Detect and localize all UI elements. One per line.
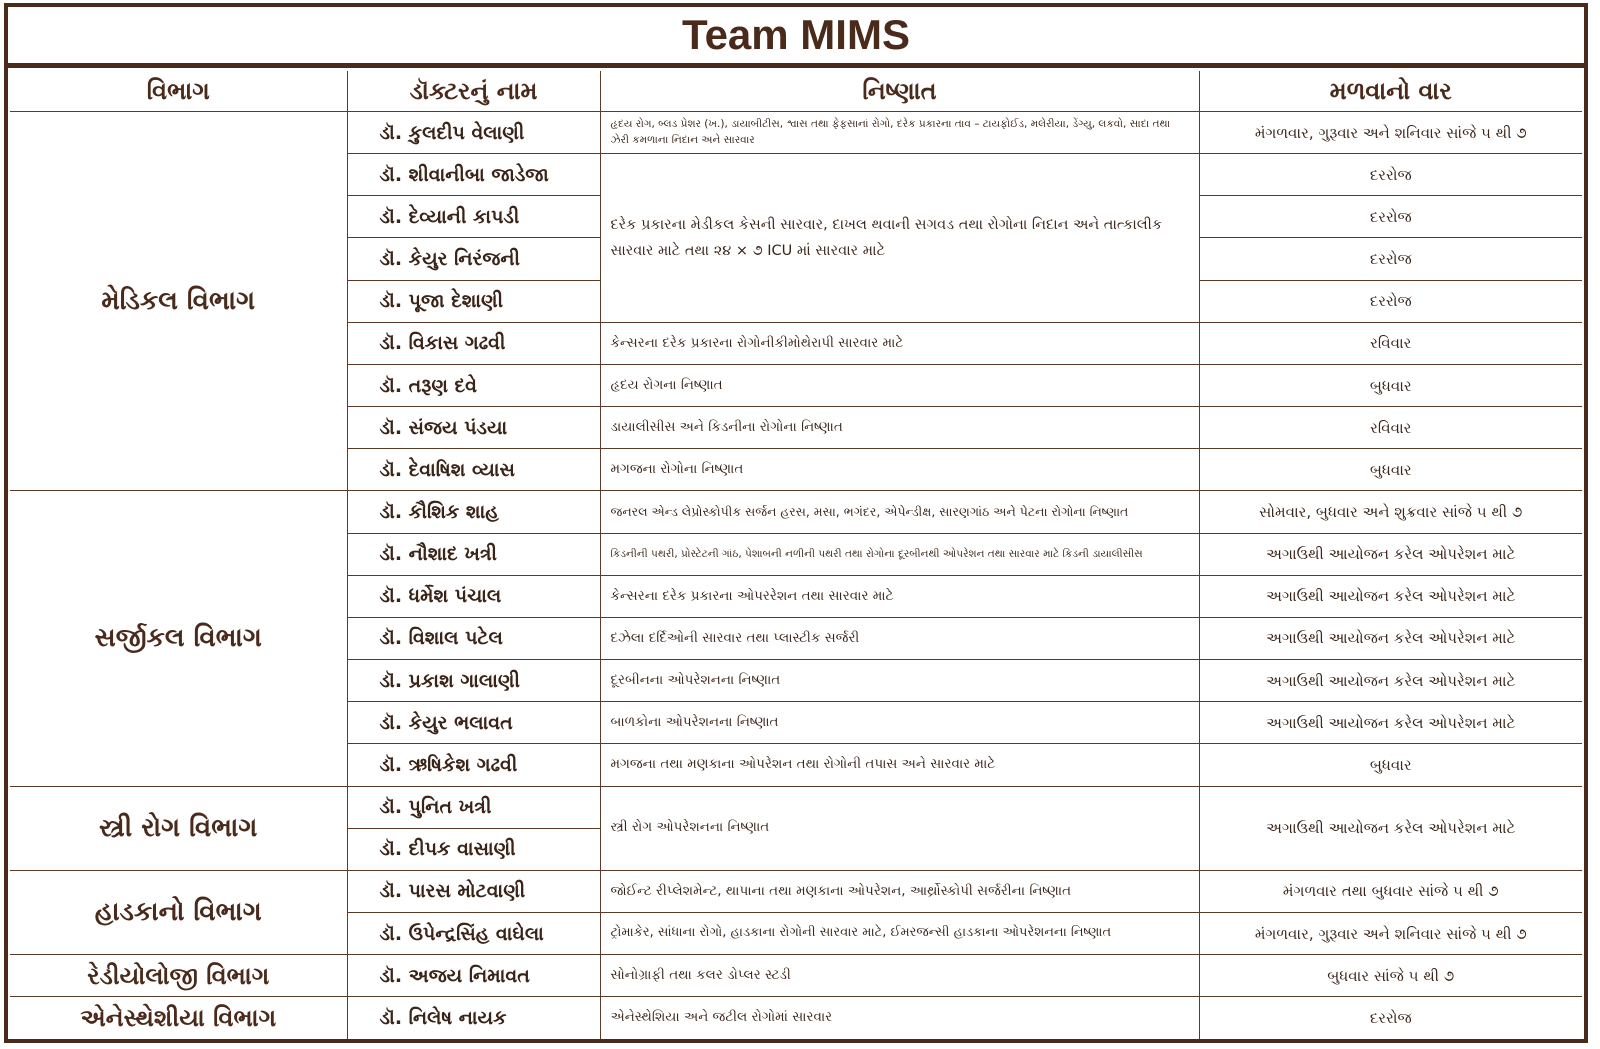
doctor-name: ડૉ. વિશાલ પટેલ <box>347 617 600 659</box>
table-row <box>10 955 1582 997</box>
specialty-text: કિડનીની પથરી, પ્રોસ્ટેટની ગાંઠ, પેશાબની નળીની પથરી તથા રોગોના દૂરબીનથી ઓપરેશન તથા સારવાર માટે કિડની ડાયાલીસીસ <box>600 533 1199 575</box>
department-ortho: હાડકાનો વિભાગ <box>10 870 347 954</box>
schedule-text: દરરોજ <box>1199 997 1582 1039</box>
poster-title: Team MIMS <box>682 11 910 58</box>
specialty-text: કેન્સરના દરેક પ્રકારના ઓપરરેશન તથા સારવાર માટે <box>600 575 1199 617</box>
table-row <box>10 491 1582 533</box>
specialty-text: દૂરબીનના ઓપરેશનના નિષ્ણાત <box>600 660 1199 702</box>
department-anaesthesia: એનેસ્થેશીયા વિભાગ <box>10 997 347 1039</box>
doctor-name: ડૉ. વિકાસ ગઢવી <box>347 322 600 364</box>
specialty-text: દરેક પ્રકારના મેડીકલ કેસની સારવાર, દાખલ થવાની સગવડ તથા રોગોના નિદાન અને તાત્કાલીક સારવાર માટે તથા ૨૪ × ૭ ICU માં સારવાર માટે <box>600 154 1199 323</box>
doctor-name: ડૉ. સંજય પંડયા <box>347 407 600 449</box>
specialty-text: ટ્રોમાકેર, સાંધાના રોગો, હાડકાના રોગોની સારવાર માટે, ઈમરજન્સી હાડકાના ઓપરેશનના નિષ્ણાત <box>600 912 1199 954</box>
doctor-name: ડૉ. અજય નિમાવત <box>347 955 600 997</box>
schedule-text: રવિવાર <box>1199 407 1582 449</box>
table-header-row <box>10 71 1582 112</box>
schedule-text: અગાઉથી આયોજન કરેલ ઓપરેશન માટે <box>1199 575 1582 617</box>
schedule-text: દરરોજ <box>1199 280 1582 322</box>
doctor-name: ડૉ. શીવાનીબા જાડેજા <box>347 154 600 196</box>
schedule-text: અગાઉથી આયોજન કરેલ ઓપરેશન માટે <box>1199 533 1582 575</box>
specialty-text: સ્ત્રી રોગ ઓપરેશનના નિષ્ણાત <box>600 786 1199 870</box>
doctor-name: ડૉ. નિલેષ નાયક <box>347 997 600 1039</box>
schedule-text: બુધવાર <box>1199 364 1582 406</box>
department-radiology: રેડીયોલોજી વિભાગ <box>10 955 347 997</box>
table-row <box>10 112 1582 154</box>
schedule-text: સોમવાર, બુધવાર અને શુક્રવાર સાંજે ૫ થી ૭ <box>1199 491 1582 533</box>
specialty-text: જોઈન્ટ રીપ્લેશમેન્ટ, થાપાના તથા મણકાના ઓપરેશન, આર્થ્રોસ્કોપી સર્જરીના નિષ્ણાત <box>600 870 1199 912</box>
schedule-text: અગાઉથી આયોજન કરેલ ઓપરેશન માટે <box>1199 617 1582 659</box>
table-row <box>10 870 1582 912</box>
doctor-name: ડૉ. દીપક વાસાણી <box>347 828 600 870</box>
doctor-name: ડૉ. દેવ્યાની કાપડી <box>347 196 600 238</box>
header-specialty: નિષ્ણાત <box>600 71 1199 112</box>
department-gynec: સ્ત્રી રોગ વિભાગ <box>10 786 347 870</box>
header-schedule: મળવાનો વાર <box>1199 71 1582 112</box>
specialty-text: સોનોગ્રાફી તથા કલર ડોપ્લર સ્ટડી <box>600 955 1199 997</box>
specialty-text: મગજના તથા મણકાના ઓપરેશન તથા રોગોની તપાસ અને સારવાર માટે <box>600 744 1199 786</box>
schedule-text: દરરોજ <box>1199 238 1582 280</box>
header-department: વિભાગ <box>10 71 347 112</box>
doctor-name: ડૉ. તરૂણ દવે <box>347 364 600 406</box>
doctor-name: ડૉ. ધર્મેશ પંચાલ <box>347 575 600 617</box>
doctor-name: ડૉ. ઋષિકેશ ગઢવી <box>347 744 600 786</box>
specialty-text: કેન્સરના દરેક પ્રકારના રોગોનીકીમોથેરાપી સારવાર માટે <box>600 322 1199 364</box>
doctor-name: ડૉ. પૂજા દેશાણી <box>347 280 600 322</box>
schedule-text: બુધવાર <box>1199 449 1582 491</box>
table-row <box>10 786 1582 828</box>
doctor-name: ડૉ. કુલદીપ વેલાણી <box>347 112 600 154</box>
header-doctor: ડૉક્ટરનું નામ <box>347 71 600 112</box>
doctor-name: ડૉ. કેયુર નિરંજની <box>347 238 600 280</box>
schedule-text: અગાઉથી આયોજન કરેલ ઓપરેશન માટે <box>1199 660 1582 702</box>
schedule-text: દરરોજ <box>1199 196 1582 238</box>
department-surgical: સર્જીકલ વિભાગ <box>10 491 347 786</box>
schedule-text: બુધવાર સાંજે ૫ થી ૭ <box>1199 955 1582 997</box>
doctor-name: ડૉ. કૌશિક શાહ <box>347 491 600 533</box>
doctor-name: ડૉ. કેયુર ભલાવત <box>347 702 600 744</box>
schedule-text: અગાઉથી આયોજન કરેલ ઓપરેશન માટે <box>1199 702 1582 744</box>
doctor-name: ડૉ. ઉપેન્દ્રસિંહ વાઘેલા <box>347 912 600 954</box>
schedule-text: મંગળવાર, ગુરૂવાર અને શનિવાર સાંજે ૫ થી ૭ <box>1199 912 1582 954</box>
doctor-name: ડૉ. પારસ મોટવાણી <box>347 870 600 912</box>
schedule-text: મંગળવાર તથા બુધવાર સાંજે ૫ થી ૭ <box>1199 870 1582 912</box>
specialty-text: જનરલ એન્ડ લેપ્રોસ્કોપીક સર્જન હરસ, મસા, ભગંદર, એપેન્ડીક્ષ, સારણગાંઠ અને પેટના રોગોના નિષ્ણાત <box>600 491 1199 533</box>
doctor-name: ડૉ. પુનિત ખત્રી <box>347 786 600 828</box>
specialty-text: હૃદય રોગ, બ્લડ પ્રેશર (ખ.), ડાયાબીટીસ, શ્વાસ તથા ફેફસાનાં રોગો, દરેક પ્રકારના તાવ – ટાયફોઈડ, મલેરીયા, ડેંગ્યુ, લકવો, સાદા તથા ઝેરી કમળાના નિદાન અને સારવાર <box>600 112 1199 154</box>
doctor-name: ડૉ. પ્રકાશ ગાલાણી <box>347 660 600 702</box>
specialty-text: હૃદય રોગના નિષ્ણાત <box>600 364 1199 406</box>
doctor-name: ડૉ. દેવાષિશ વ્યાસ <box>347 449 600 491</box>
doctor-name: ડૉ. નૌશાદ ખત્રી <box>347 533 600 575</box>
schedule-text: બુધવાર <box>1199 744 1582 786</box>
poster-frame <box>4 3 1588 1043</box>
specialty-text: એનેસ્થેશિયા અને જટીલ રોગોમાં સારવાર <box>600 997 1199 1039</box>
schedule-text: રવિવાર <box>1199 322 1582 364</box>
specialty-text: દઝેલા દર્દિઓની સારવાર તથા પ્લાસ્ટીક સર્જરી <box>600 617 1199 659</box>
schedule-text: દરરોજ <box>1199 154 1582 196</box>
schedule-text: અગાઉથી આયોજન કરેલ ઓપરેશન માટે <box>1199 786 1582 870</box>
doctor-table <box>10 71 1582 1039</box>
specialty-text: બાળકોના ઓપરેશનના નિષ્ણાત <box>600 702 1199 744</box>
schedule-text: મંગળવાર, ગુરૂવાર અને શનિવાર સાંજે ૫ થી ૭ <box>1199 112 1582 154</box>
table-row <box>10 997 1582 1039</box>
title-divider <box>8 63 1584 68</box>
department-medical: મેડિકલ વિભાગ <box>10 112 347 491</box>
specialty-text: મગજના રોગોના નિષ્ણાત <box>600 449 1199 491</box>
specialty-text: ડાયાલીસીસ અને કિડનીના રોગોના નિષ્ણાત <box>600 407 1199 449</box>
